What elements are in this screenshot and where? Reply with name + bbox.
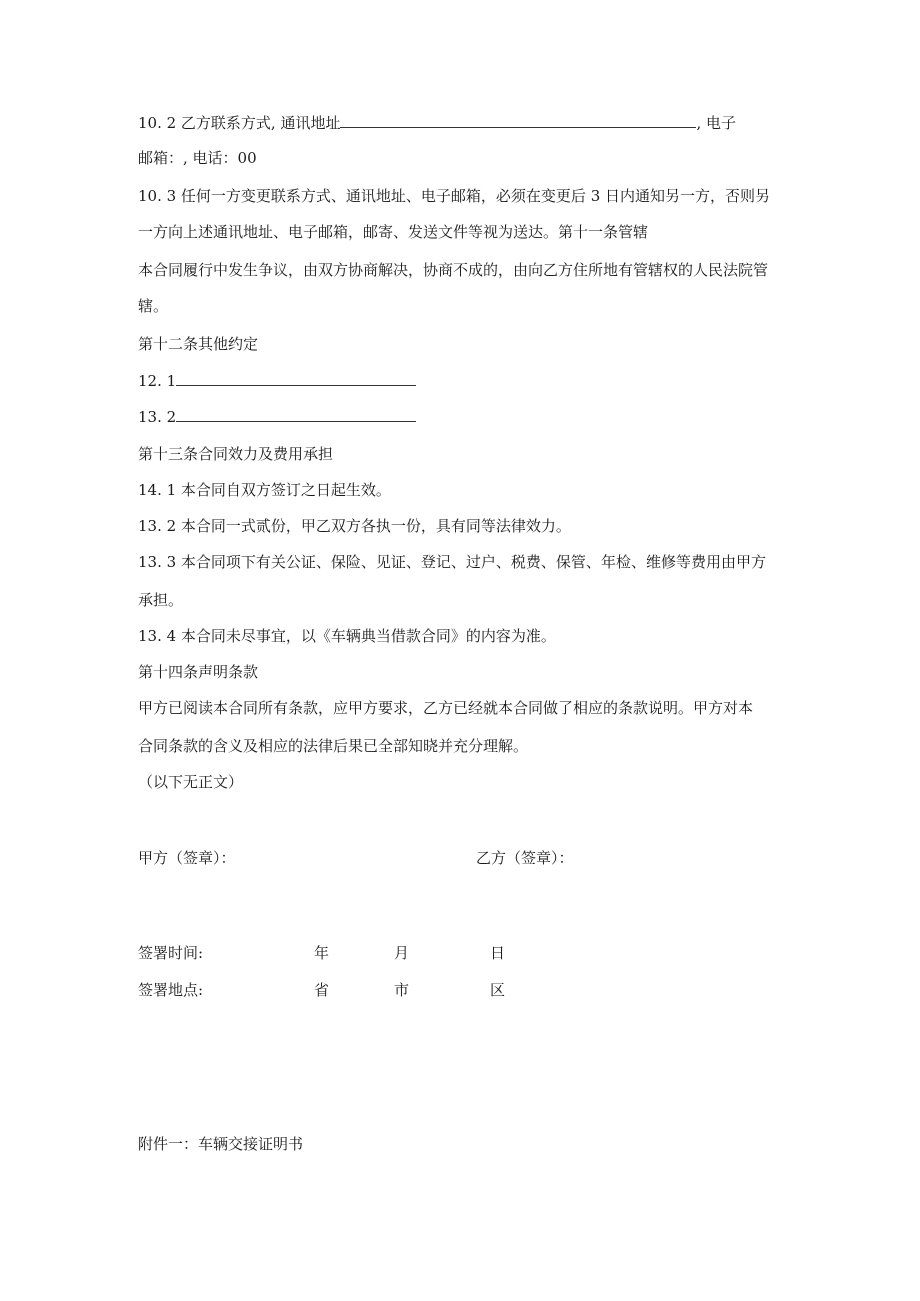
article-12-heading: 第十二条其他约定 bbox=[138, 335, 259, 353]
year-label: 年 bbox=[314, 944, 330, 962]
clause-12-1-number: 12. 1 bbox=[138, 372, 177, 390]
province-label: 省 bbox=[314, 981, 330, 999]
clause-12-1-blank bbox=[176, 370, 416, 386]
clause-13-2: 13. 2 本合同一式贰份，甲乙双方各执一份，具有同等法律效力。 bbox=[138, 517, 571, 535]
attachment-title: 附件一：车辆交接证明书 bbox=[138, 1135, 304, 1153]
clause-10-3-line-2: 一方向上述通讯地址、电子邮箱，邮寄、发送文件等视为送达。第十一条管辖 bbox=[138, 223, 649, 241]
clause-13-3-line-2: 承担。 bbox=[138, 591, 184, 609]
jurisdiction-line-2: 辖。 bbox=[138, 297, 169, 315]
signing-time-label: 签署时间: bbox=[138, 944, 204, 962]
clause-10-2-line bbox=[138, 112, 736, 133]
article-13-heading: 第十三条合同效力及费用承担 bbox=[138, 445, 334, 463]
city-label: 市 bbox=[394, 981, 410, 999]
party-a-signature-label: 甲方（签章）： bbox=[138, 849, 236, 867]
address-blank bbox=[340, 112, 696, 128]
clause-12-1-line bbox=[138, 370, 416, 391]
party-b-signature-label: 乙方（签章）： bbox=[476, 849, 574, 867]
clause-13-3-line-1: 13. 3 本合同项下有关公证、保险、见证、登记、过户、税费、保管、年检、维修等费用由甲方 bbox=[138, 553, 766, 571]
month-label: 月 bbox=[394, 944, 410, 962]
clause-10-3-line-1: 10. 3 任何一方变更联系方式、通讯地址、电子邮箱，必须在变更后 3 日内通知另一方，否则另 bbox=[138, 187, 771, 205]
email-phone-line: 邮箱：, 电话：00 bbox=[138, 149, 257, 167]
clause-10-2-text: 10. 2 乙方联系方式, 通讯地址 bbox=[138, 114, 341, 132]
declaration-line-1: 甲方已阅读本合同所有条款，应甲方要求，乙方已经就本合同做了相应的条款说明。甲方对本 bbox=[138, 699, 754, 717]
clause-13-2-blank-line bbox=[138, 406, 416, 427]
clause-13-2-number: 13. 2 bbox=[138, 408, 177, 426]
end-of-text-note: （以下无正文） bbox=[138, 773, 244, 791]
clause-13-2-blank bbox=[176, 406, 416, 422]
clause-13-4: 13. 4 本合同未尽事宜，以《车辆典当借款合同》的内容为准。 bbox=[138, 627, 556, 645]
district-label: 区 bbox=[490, 981, 506, 999]
day-label: 日 bbox=[490, 944, 506, 962]
declaration-line-2: 合同条款的含义及相应的法律后果已全部知晓并充分理解。 bbox=[138, 737, 529, 755]
article-14-heading: 第十四条声明条款 bbox=[138, 663, 259, 681]
clause-14-1: 14. 1 本合同自双方签订之日起生效。 bbox=[138, 481, 391, 499]
clause-10-2-suffix: , 电子 bbox=[696, 114, 737, 132]
jurisdiction-line-1: 本合同履行中发生争议，由双方协商解决，协商不成的，由向乙方住所地有管辖权的人民法院管 bbox=[138, 261, 769, 279]
signing-place-label: 签署地点: bbox=[138, 981, 204, 999]
